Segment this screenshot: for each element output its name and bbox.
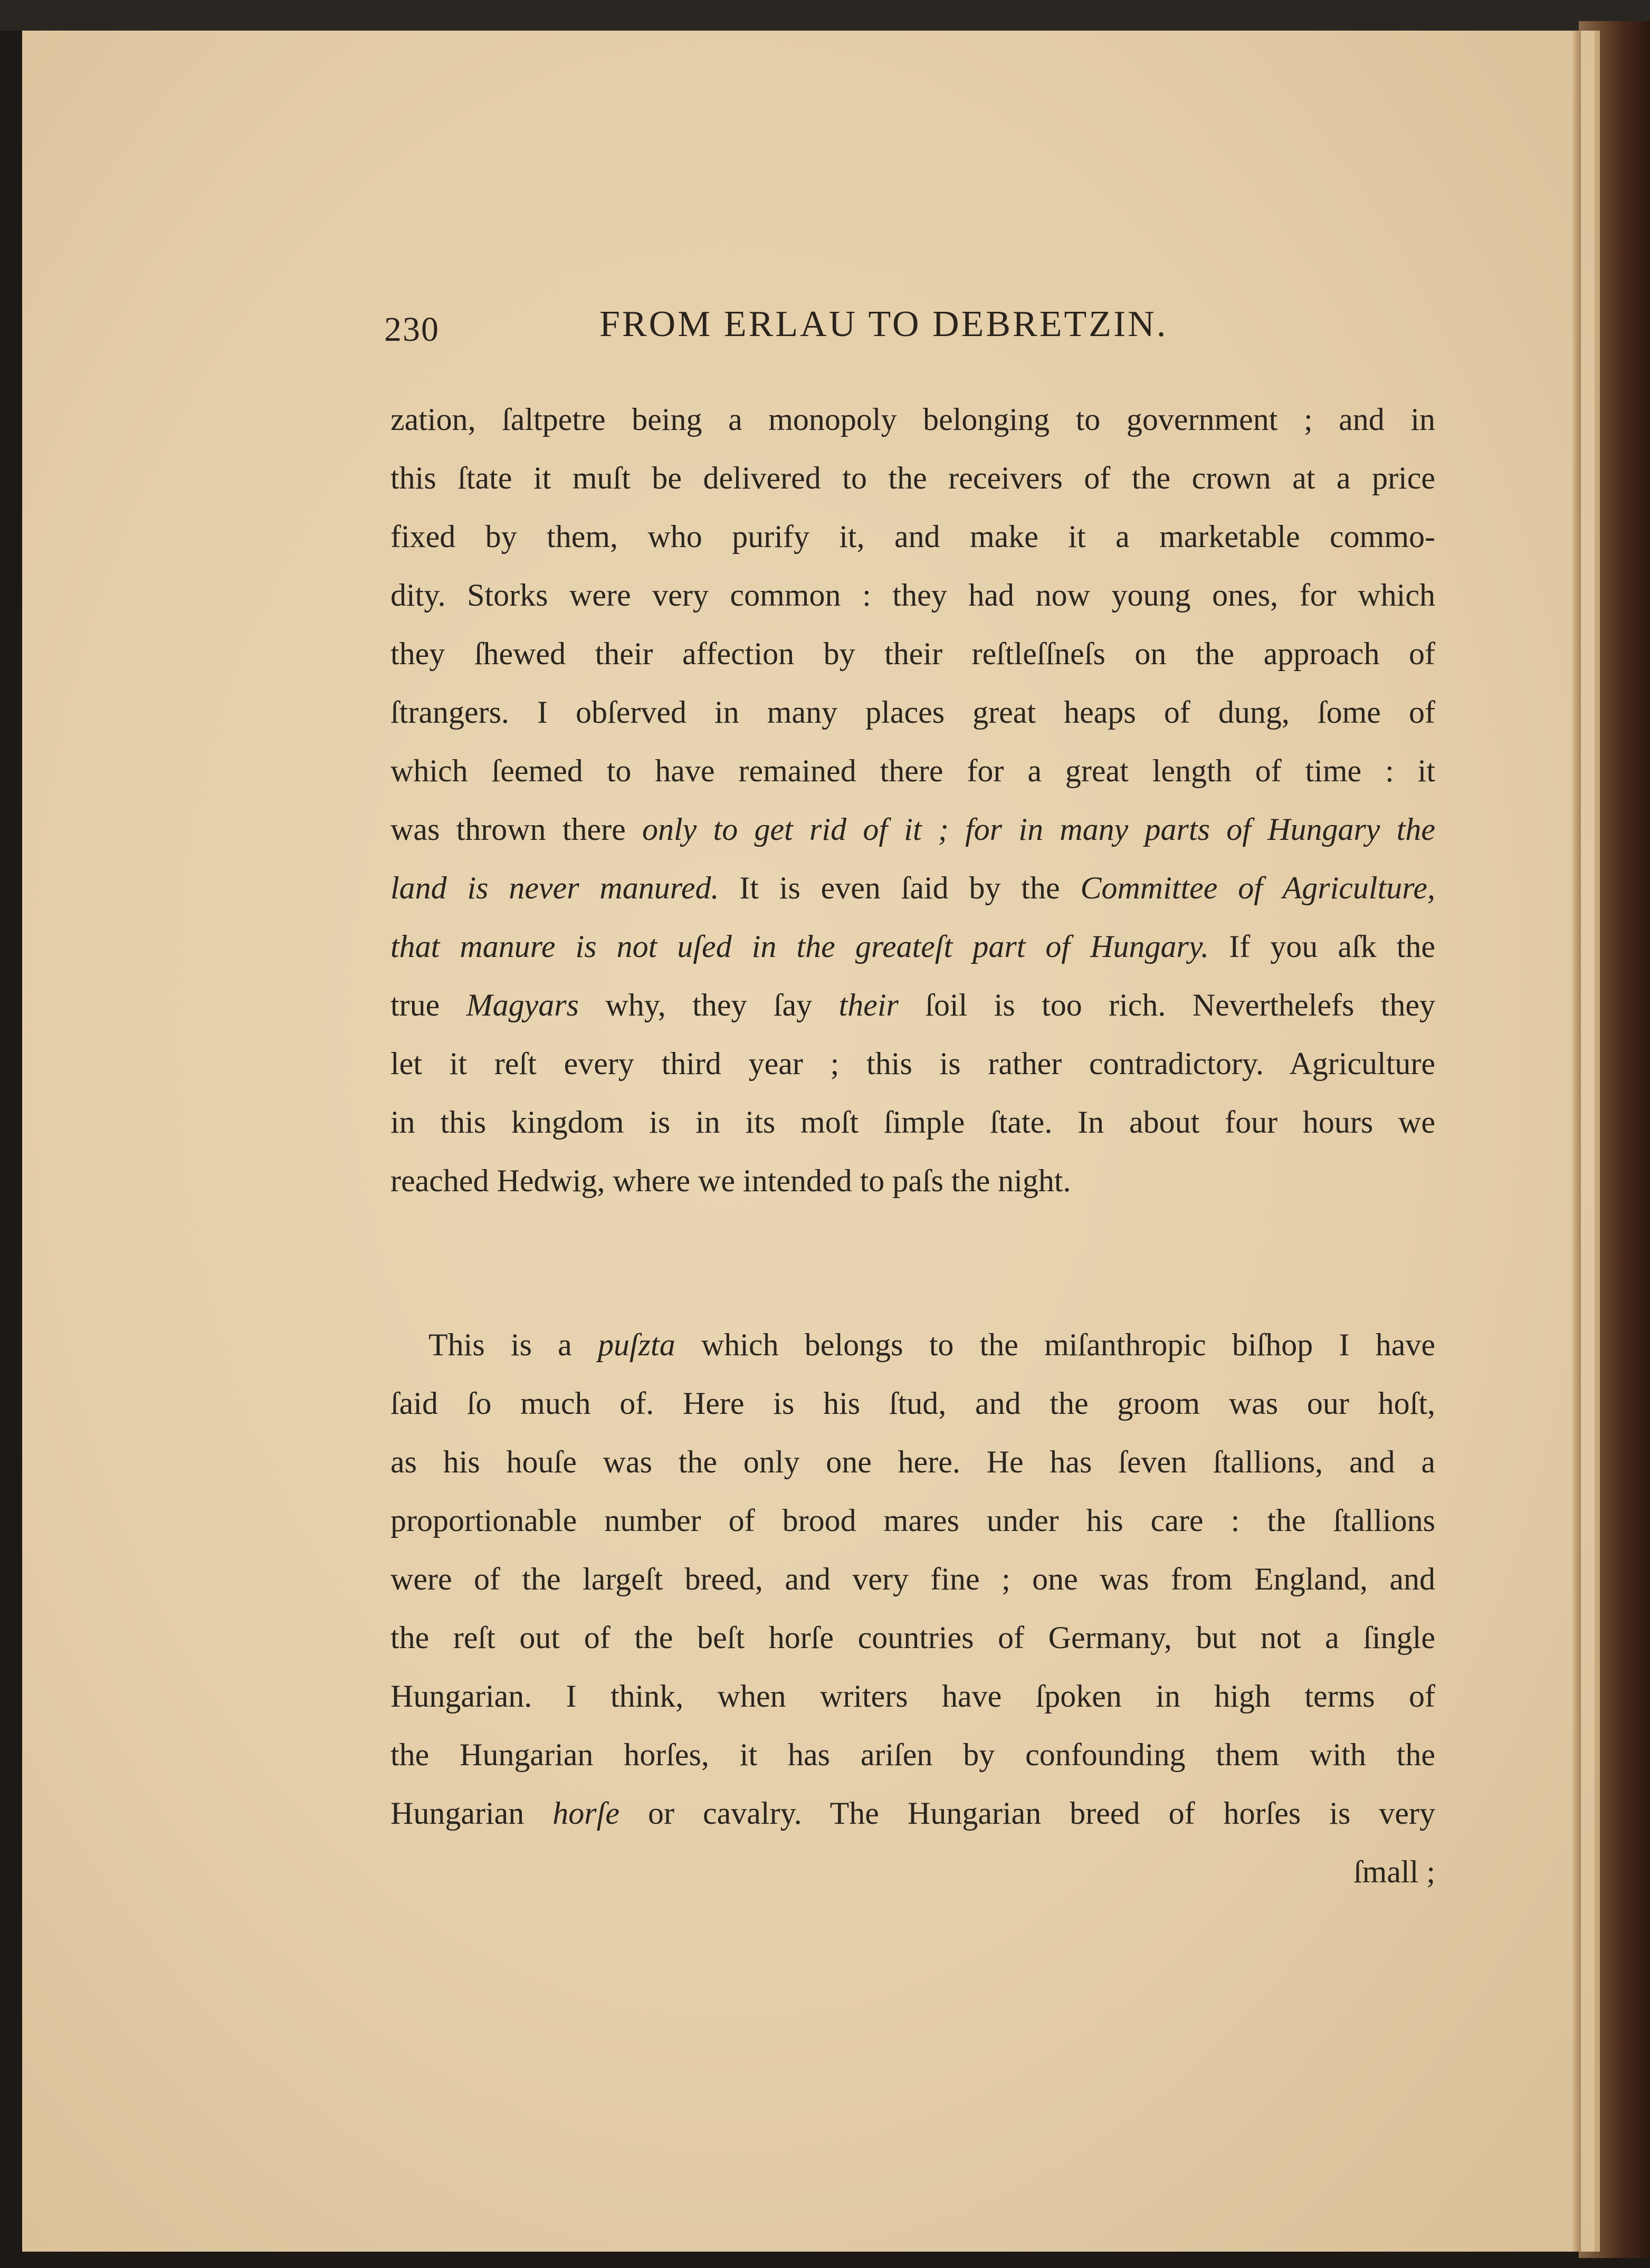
running-title: FROM ERLAU TO DEBRETZIN. bbox=[599, 304, 1168, 344]
text-line bbox=[390, 1491, 1435, 1550]
text-line bbox=[390, 683, 1435, 742]
italic-text: their bbox=[838, 988, 899, 1022]
scan-top-strip bbox=[0, 0, 1650, 31]
text-line bbox=[390, 508, 1435, 566]
text-line bbox=[390, 1093, 1435, 1152]
text-run: let it reſt every third year ; this is rather contradictory. Agriculture bbox=[390, 1046, 1435, 1081]
text-run: ſtrangers. I obſerved in many places great heaps of dung, ſome of bbox=[390, 695, 1435, 730]
text-run: It is even ſaid by the bbox=[719, 870, 1081, 905]
text-run: they ſhewed their affection by their reſtleſſneſs on the approach of bbox=[390, 636, 1435, 671]
text-run: Hungarian bbox=[390, 1796, 553, 1831]
text-run: ſaid ſo much of. Here is his ſtud, and the groom was our hoſt, bbox=[390, 1386, 1435, 1421]
text-run: or cavalry. The Hungarian breed of horſes is very bbox=[619, 1796, 1435, 1831]
italic-text: land is never manured. bbox=[390, 870, 719, 905]
paragraph-gap bbox=[390, 1210, 1435, 1316]
text-line bbox=[390, 566, 1435, 625]
text-line bbox=[390, 1316, 1435, 1374]
text-run: If you aſk the bbox=[1209, 929, 1436, 964]
text-run: dity. Storks were very common : they had now young ones, for which bbox=[390, 578, 1435, 613]
text-line bbox=[390, 1550, 1435, 1609]
text-run: this ſtate it muſt be delivered to the receivers of the crown at a price bbox=[390, 461, 1435, 495]
text-line bbox=[390, 1152, 1435, 1210]
text-run: why, they ſay bbox=[578, 988, 839, 1022]
body-text bbox=[390, 390, 1435, 1901]
text-line bbox=[390, 390, 1435, 449]
text-line bbox=[390, 1374, 1435, 1433]
text-run: fixed by them, who purify it, and make it a marketable commo- bbox=[390, 519, 1435, 554]
text-run: the Hungarian horſes, it has ariſen by confounding them with the bbox=[390, 1737, 1435, 1772]
text-run: true bbox=[390, 988, 466, 1022]
italic-text: only to get rid of it ; for in many parts of Hungary the bbox=[642, 812, 1435, 847]
text-line bbox=[390, 976, 1435, 1035]
text-run: was thrown there bbox=[390, 812, 642, 847]
text-line bbox=[390, 1726, 1435, 1784]
text-run: proportionable number of brood mares under his care : the ſtallions bbox=[390, 1503, 1435, 1538]
text-line bbox=[390, 917, 1435, 976]
italic-text: Committee of Agriculture, bbox=[1080, 870, 1436, 905]
catchword: ſmall ; bbox=[1353, 1854, 1435, 1889]
text-run: as his houſe was the only one here. He has ſeven ſtallions, and a bbox=[390, 1444, 1435, 1479]
text-line bbox=[390, 1433, 1435, 1491]
page-edge bbox=[1572, 31, 1581, 2252]
paragraph bbox=[390, 390, 1435, 1210]
text-run: were of the largeſt breed, and very fine ; one was from England, and bbox=[390, 1562, 1435, 1596]
text-run: ſoil is too rich. Neverthelefs they bbox=[898, 988, 1435, 1022]
text-run: which ſeemed to have remained there for a great length of time : it bbox=[390, 753, 1435, 788]
text-line bbox=[390, 742, 1435, 800]
text-run: reached Hedwig, where we intended to paſs the night. bbox=[390, 1163, 1071, 1198]
text-line bbox=[390, 625, 1435, 683]
page-number: 230 bbox=[384, 310, 440, 349]
text-line bbox=[390, 1784, 1435, 1843]
text-run: zation, ſaltpetre being a monopoly belonging to government ; and in bbox=[390, 402, 1435, 437]
text-line bbox=[390, 859, 1435, 917]
text-line bbox=[390, 800, 1435, 859]
text-line bbox=[390, 449, 1435, 508]
italic-text: horſe bbox=[552, 1796, 619, 1831]
italic-text: puſzta bbox=[598, 1327, 675, 1362]
text-line bbox=[390, 1035, 1435, 1093]
paragraph bbox=[390, 1316, 1435, 1843]
italic-text: Magyars bbox=[466, 988, 579, 1022]
text-run: the reſt out of the beſt horſe countries of Germany, but not a ſingle bbox=[390, 1620, 1435, 1655]
text-line bbox=[390, 1667, 1435, 1726]
text-run: in this kingdom is in its moſt ſimple ſtate. In about four hours we bbox=[390, 1105, 1435, 1140]
italic-text: that manure is not uſed in the greateſt part of Hungary. bbox=[390, 929, 1209, 964]
page-header bbox=[384, 303, 1250, 361]
text-run: Hungarian. I think, when writers have ſpoken in high terms of bbox=[390, 1679, 1435, 1714]
text-line bbox=[390, 1609, 1435, 1667]
text-run: This is a bbox=[428, 1327, 598, 1362]
text-run: which belongs to the miſanthropic biſhop I have bbox=[675, 1327, 1435, 1362]
